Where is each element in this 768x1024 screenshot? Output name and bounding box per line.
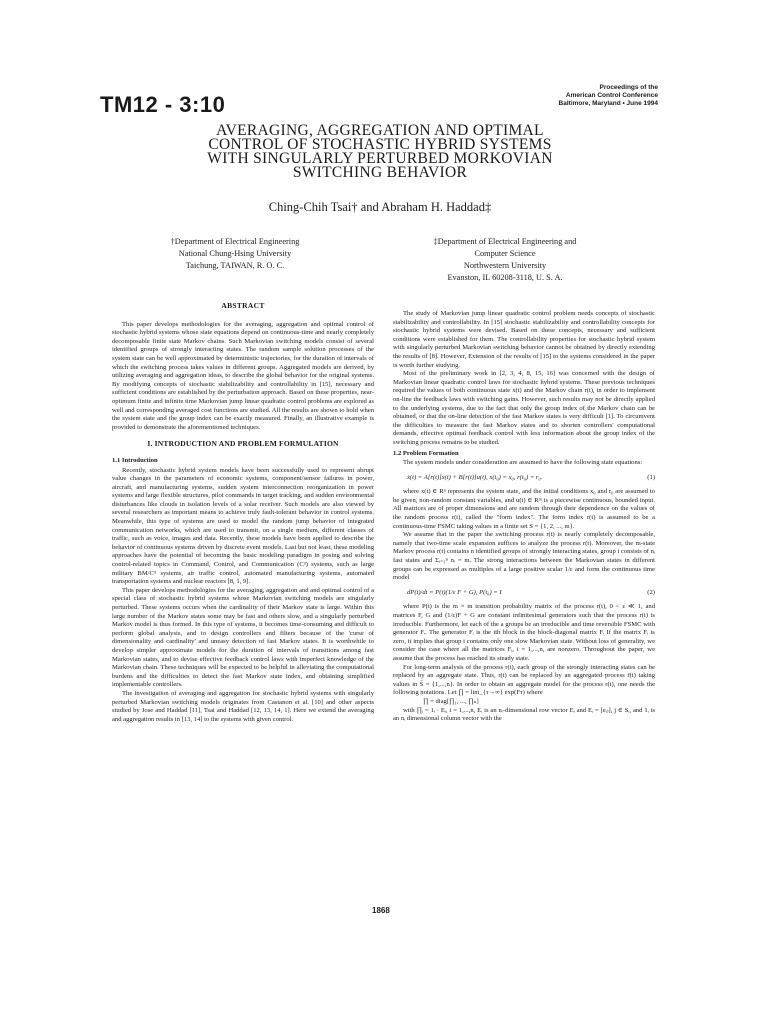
right-column [393, 310, 655, 724]
proceedings-line: Baltimore, Maryland • June 1994 [558, 100, 658, 107]
subsection-heading: 1.2 Problem Formation [393, 449, 459, 457]
paragraph: with ∏ᵢ = 1ᵢ · Eᵢ, i = 1,...,n, Eᵢ is an nᵢ-dimensional row vector Eᵢ and Eᵢ = [eᵢⱼ], j ∈ Sᵢ, and 1ᵢ is an nᵢ dimensional column vector with the [393, 706, 655, 723]
paragraph: The study of Markovian jump linear quadratic control problem needs concepts of stochastic stabilizability and controllability. In [15] stochastic stabilizability and controllability concepts for stochastic hybrid systems were devised. Based on these concepts, necessary and sufficient conditions were established for them. The controllability properties for stochastic hybrid system with singularly perturbed Markovian switching behavior cannot be obtained by directly extending the results of [8]. However, Extension of the results of [15] to the systems considered in the paper is worth further studying. [393, 310, 655, 369]
subsection-heading: 1.1 Introduction [112, 456, 158, 464]
equation-2 [393, 589, 655, 598]
paragraph: The system models under consideration are assumed to have the following state equations: [403, 459, 643, 467]
left-column [112, 302, 374, 724]
affiliation-line: Taichung, TAIWAN, R. O. C. [185, 261, 285, 270]
affiliation-line: National Chung-Hsing University [178, 249, 292, 258]
page-number: 1868 [372, 906, 390, 915]
equation-body: ẋ(t) = A[r(t)]x(t) + B[r(t)]u(t), x(t₀) = x₀, r(t₀) = r₀. [407, 473, 543, 481]
affiliation-line: Evanston, IL 60208-3118, U. S. A. [447, 273, 563, 282]
title-line: WITH SINGULARLY PERTURBED MORKOVIAN [207, 150, 553, 167]
paragraph: This paper develops methodologies for the averaging, aggregation and and optimal control of a special class of stochastic hybrid systems whose Markovian switching models are singularly perturbed. These systems occurs when the cardinality of their Markov state is large. Within this large number of the Markov states some may be fast and others slow, and a singularly perturbed Markov model is thus formed. In this type of systems, it becomes time-consuming and difficult to perform global analysis, and to design controllers and filters because of the 'curse of dimensionality and cardinality' and uneasy detection of fast Markov states. It is worthwhile to develop simpler approximate models for the duration of intervals of transitions among fast Markovian states, and to devise effective feedback control laws with imperfect knowledge of the Markovian chain. These techniques will be expected to be helpful in alleviating the computational burdens and the difficulties to detect the fast Markov state index, and obtaining simplified implementable controllers. [112, 586, 374, 689]
section-heading: I. INTRODUCTION AND PROBLEM FORMULATION [147, 439, 339, 449]
paragraph: The investigation of averaging and aggregation for stochastic hybrid systems with singularly perturbed Markovian switching models originates from Castanon et al. [10] and other aspects studied by Jose and Haddad [11], Tsai and Haddad [12, 13, 14, 1]. Here we extend the averaging and aggregation results in [13, 14] to the systems with given control. [112, 689, 374, 723]
paragraph: where P(t) is the m × m transition probability matrix of the process r(t), 0 < ε ≪ 1, and matrices F, G and (1/ε)F + G are constant infinitesimal generators such that the process r(t) is irreducible. Furthermore, let each of the a groups be an irreducible and time reversible FSMC with generator Fᵢ. The generator Fᵢ is the ith block in the block-diagonal matrix F. If the matrix Fᵢ is zero, it implies that group i contains only one slow Markovian state. Without loss of generality, we consider the case where all the matrices Fᵢ, i = 1,...,n, are nonzero. Throughout the paper, we assume that the process has reached its steady state. [393, 603, 655, 662]
affiliation-line: ‡Department of Electrical Engineering and [433, 237, 577, 246]
equation-body: dP(t)/dt = P(t)(1/ε F + G), P(t₀) = I [407, 588, 502, 596]
equation-number: (2) [647, 588, 655, 596]
affiliation-line: Computer Science [474, 249, 536, 258]
proceedings-line: American Control Conference [565, 92, 658, 99]
authors: Ching-Chih Tsai† and Abraham H. Haddad‡ [268, 200, 492, 214]
paragraph: For long-term analysis of the process r(t), each group of the strongly interacting states can be replaced by an aggregate state. Thus, r(t) can be replaced by an aggregated process r̄(t) taking values in S̄ = {1,...,n}. In order to obtain an aggregate model for the process r(t), one needs the following notations. Let ∏ = lim_{τ→∞} exp(Fτ) where [393, 663, 655, 697]
paragraph: Recently, stochastic hybrid system models have been successfully used to represent abrupt value changes in the parameters of economic systems, component/sensor failures in power, aircraft, and manufacturing systems, sudden system interconnection reorganization in power systems and large flexible structures, pilot commands in target tracking, and sudden environmental disturbances like clouds in isolation levels of a solar receiver. Such models are also viewed by several researchers as important means to achieve truly fault-tolerant behavior in control systems. Meanwhile, this type of systems are used to model the random jump behavior of integrated communication networks, which are used to transmit, on a single medium, different classes of traffic, such as voice, images and data. Recently, these models have been applied to describe the behavior of continuous systems driven by discrete event models. Last but not least, these modeling approaches have the potential of becoming the basic modeling paradigm in posing and solving control-related topics in Command, Control, and Communication (C³) systems, such as large military BM/C³ systems, air traffic control, automated manufacturing systems, automated transportation systems and nuclear reactors [8, 1, 9]. [112, 466, 374, 586]
paragraph: where x(t) ∈ Rⁿ represents the system state, and the initial conditions x₀ and r₀ are assumed to be given, non-random constant variables, and u(t) ∈ Rᵐ is a piecewise continuous, bounded input. All matrices are of proper dimensions and are random through their dependence on the values of the random process r(t), called the "form index". The form index r(t) is assumed to be a continuous-time FSMC taking values in a finite set S = {1, 2, ..., m}. [393, 488, 655, 530]
affiliation-left [110, 236, 360, 272]
session-id: TM12 - 3:10 [100, 92, 226, 117]
abstract-heading: ABSTRACT [221, 301, 265, 310]
title-line: AVERAGING, AGGREGATION AND OPTIMAL [216, 122, 544, 139]
affiliation-right [380, 236, 630, 284]
title-line: SWITCHING BEHAVIOR [292, 164, 468, 181]
paragraph: We assume that in the paper the switching process r(t) is nearly completely decomposable, namely that two-time scale expansion suffices to analyze the process r(t). Moreover, the m-state Markov process r(t) contains n identified groups of strongly interacting states, group i consists of nᵢ fast states and Σᵢ₌₁ⁿ nᵢ = m. The strong interactions between the Markovian states in different groups can be expressed as multiples of a large positive scalar 1/ε and form the continuous time model [393, 531, 655, 582]
affiliation-line: Northwestern University [463, 261, 547, 270]
equation-line: ∏ = diag[∏₁, ..., ∏ₙ] [423, 697, 479, 705]
abstract-text: This paper develops methodologies for the averaging, aggregation and optimal control of stochastic hybrid systems whose state equations depend on continuous-time and nearly completely decomposable finite state Markov chains. Such Markovian switching models consist of several identified groups of strongly interacting states. The random sample solution processes of the system state can be well approximated by deterministic trajectories, for the duration of intervals of which the switching process takes values in different groups. Aggregated models are derived, by utilizing averaging and aggregation ideas, to describe the global behavior for the original systems. By modifying concepts of stochastic stabilizability and controllability in [15], necessary and sufficient conditions are established by the perturbation approach. Based on these properties, near-optimum finite and infinite time Markovian jump linear quadratic control problems are explored as well and corresponding averaged cost functions are studied. All the results are shown to hold when the system state and the group index can be exactly measured. Finally, an illustrative example is provided to demonstrate the aforementioned techniques. [112, 320, 374, 431]
paragraph: Most of the preliminary work in [2, 3, 4, 8, 15, 16] was concerned with the design of Markovian linear quadratic control laws for stochastic hybrid systems. These previous techniques required the values of both continuous state x(t) and the Markov chain r(t), in order to implement on-line the feedback laws with switching gains. However, such results may not be directly applied to the underlying systems, due to the fact that only the group index of the Markov chain can be obtained, or that the on-line detection of the fast Markov states is very difficult [1]. To circumvent the difficulties to measure the fast Markov states and to shorten controllers' computational demands, effective optimal feedback control with less information about the group index of the switching process remains to be studied. [393, 370, 655, 446]
proceedings-note [559, 84, 658, 108]
affiliation-line: †Department of Electrical Engineering [170, 237, 300, 246]
paper-title [140, 124, 620, 180]
equation-number: (1) [647, 473, 655, 481]
proceedings-line: Proceedings of the [599, 84, 658, 91]
equation-1 [393, 474, 655, 483]
title-line: CONTROL OF STOCHASTIC HYBRID SYSTEMS [208, 136, 552, 153]
